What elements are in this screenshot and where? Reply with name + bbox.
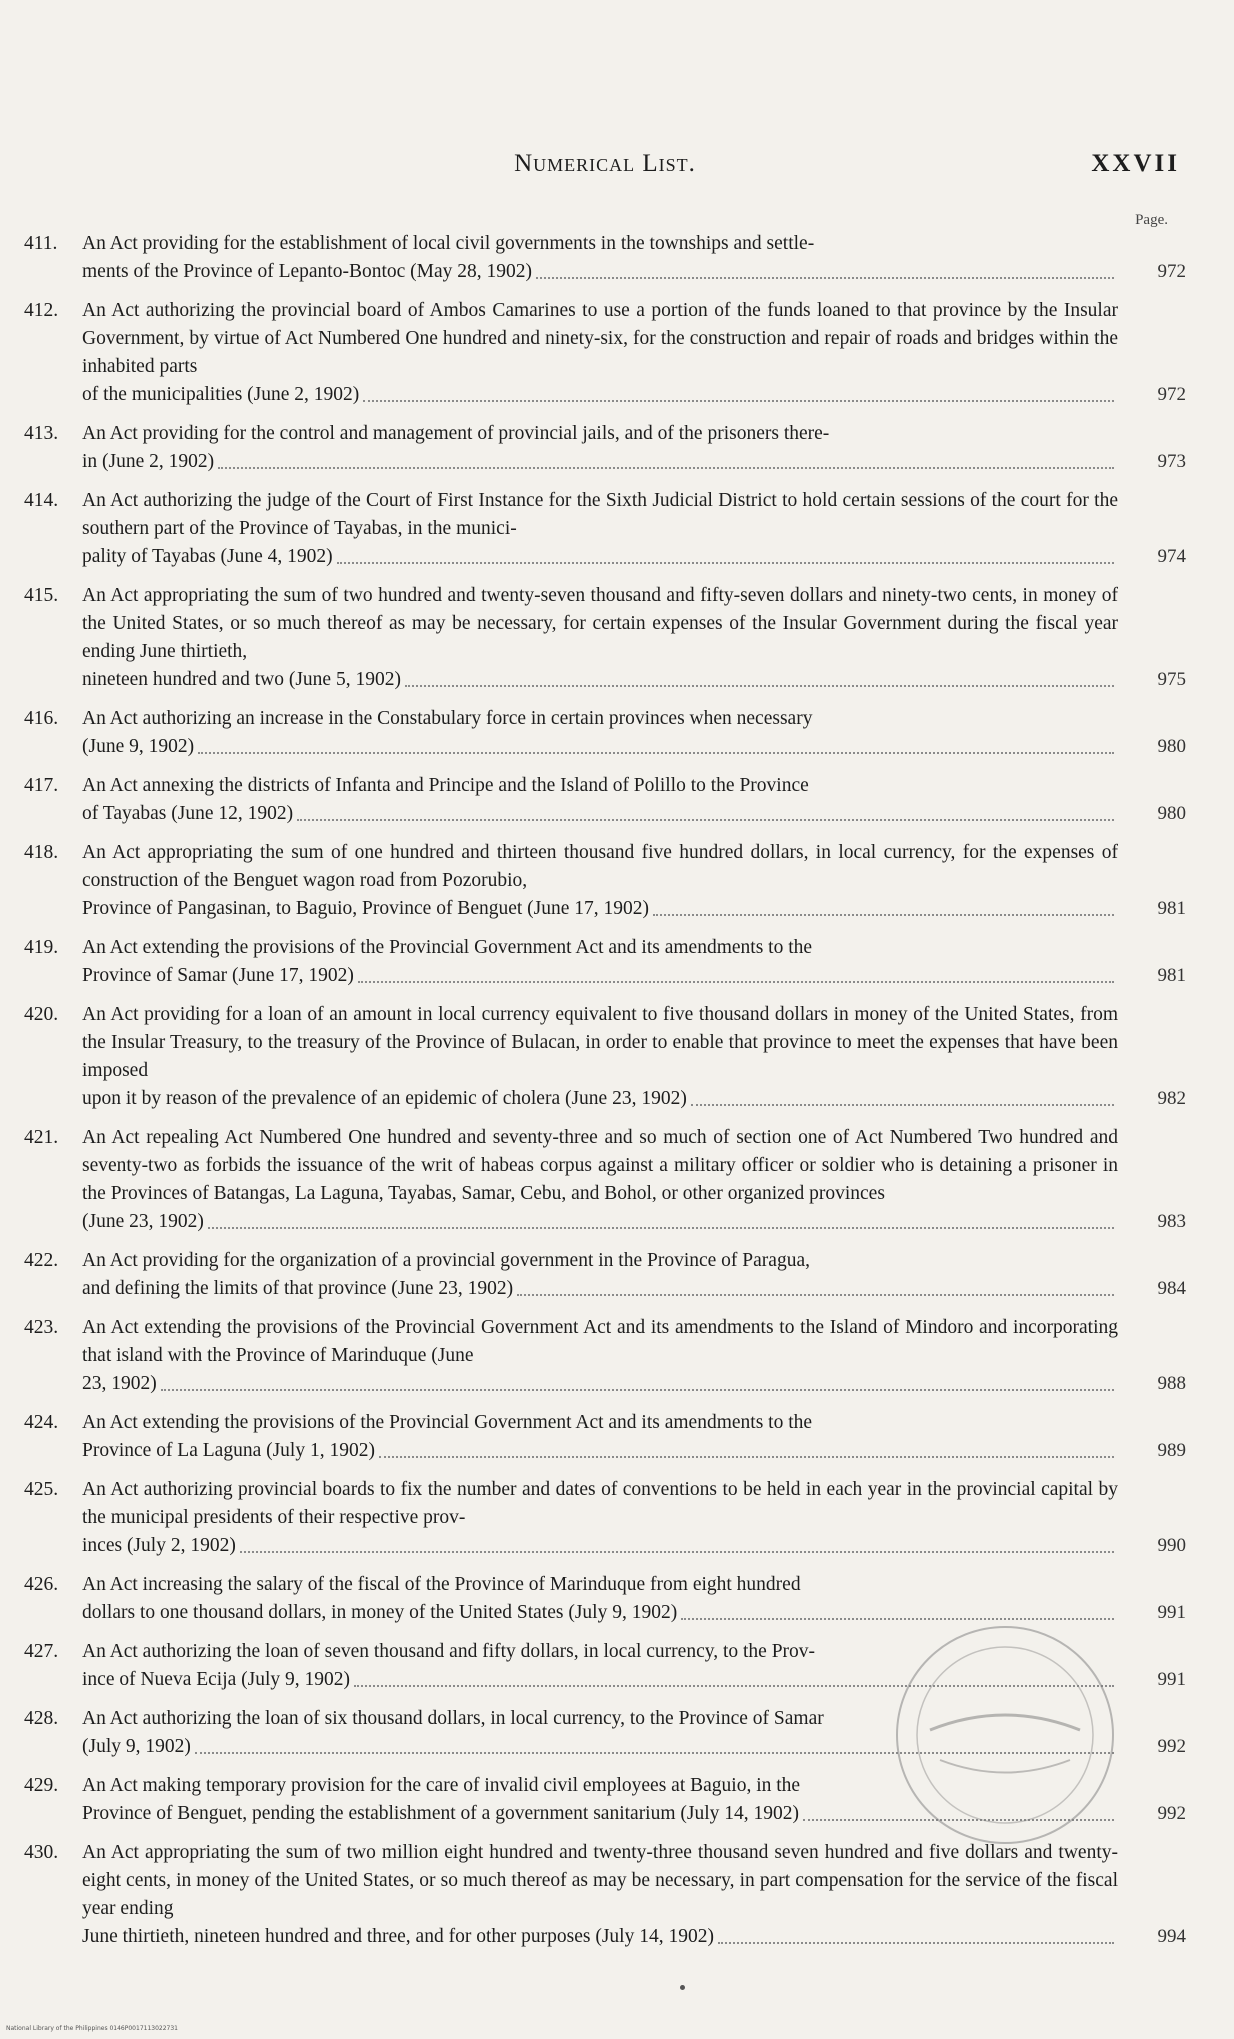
act-title-last-line xyxy=(82,1666,1118,1694)
page-reference: 981 xyxy=(1157,965,1186,986)
act-title-last-line xyxy=(82,448,1118,476)
act-number: 420. xyxy=(24,1004,59,1025)
act-number: 411. xyxy=(24,233,58,254)
scan-dot xyxy=(680,1985,685,1990)
act-title-last-line xyxy=(82,800,1118,828)
act-title xyxy=(82,487,1118,571)
act-entry xyxy=(24,1314,1186,1398)
dot-leader xyxy=(337,562,1114,564)
running-title: Numerical List. xyxy=(514,150,696,177)
act-title-last-line xyxy=(82,1800,1118,1828)
act-title-lead: An Act extending the provisions of the Provincial Government Act and its amendments to the xyxy=(82,937,813,958)
act-title-last-line xyxy=(82,895,1118,923)
act-title xyxy=(82,1247,1118,1303)
act-number: 414. xyxy=(24,490,59,511)
act-title-last-line xyxy=(82,1437,1118,1465)
act-title-lead: An Act authorizing the loan of six thousand dollars, in local currency, to the Province of Samar xyxy=(82,1708,824,1729)
act-title-last-line xyxy=(82,1733,1118,1761)
act-number: 419. xyxy=(24,937,59,958)
act-entry xyxy=(24,487,1186,571)
page-reference: 980 xyxy=(1157,803,1186,824)
act-title-last-line xyxy=(82,1923,1118,1951)
act-title-last-line xyxy=(82,381,1118,409)
act-title xyxy=(82,1638,1118,1694)
act-title xyxy=(82,1476,1118,1560)
dot-leader xyxy=(208,1227,1114,1229)
act-title xyxy=(82,230,1118,286)
dot-leader xyxy=(297,819,1114,821)
act-title-lead: An Act increasing the salary of the fiscal of the Province of Marinduque from eight hundred xyxy=(82,1574,801,1595)
act-title-lead: An Act providing for the organization of a provincial government in the Province of Paragua, xyxy=(82,1250,810,1271)
dot-leader xyxy=(653,914,1114,916)
act-number: 413. xyxy=(24,423,59,444)
act-entry xyxy=(24,1772,1186,1828)
act-number: 422. xyxy=(24,1250,59,1271)
act-title xyxy=(82,582,1118,694)
page-reference: 972 xyxy=(1157,261,1186,282)
act-title-lead: An Act authorizing the provincial board of Ambos Camarines to use a portion of the funds loaned to that province by the Insular Government, by virtue of Act Numbered One hundred and ninety-six, for the construction and repair of roads and bridges within the inhabited parts xyxy=(82,300,1118,377)
act-entry xyxy=(24,1638,1186,1694)
dot-leader xyxy=(405,685,1114,687)
act-entry xyxy=(24,772,1186,828)
page-reference: 980 xyxy=(1157,736,1186,757)
page-reference: 988 xyxy=(1157,1373,1186,1394)
act-title-tail: upon it by reason of the prevalence of an epidemic of cholera (June 23, 1902) xyxy=(82,1088,687,1109)
act-title xyxy=(82,1705,1118,1761)
act-entry xyxy=(24,1839,1186,1951)
page-header xyxy=(30,150,1180,190)
act-number: 416. xyxy=(24,708,59,729)
act-number: 418. xyxy=(24,842,59,863)
act-entry xyxy=(24,1124,1186,1236)
act-title-lead: An Act authorizing provincial boards to fix the number and dates of conventions to be held in each year in the provincial capital by the municipal presidents of their respective prov- xyxy=(82,1479,1118,1528)
act-title-lead: An Act authorizing the loan of seven thousand and fifty dollars, in local currency, to the Prov- xyxy=(82,1641,816,1662)
act-title-lead: An Act extending the provisions of the Provincial Government Act and its amendments to the Island of Mindoro and incorporating that island with the Province of Marinduque (June xyxy=(82,1317,1118,1366)
page-reference: 991 xyxy=(1157,1669,1186,1690)
act-title-last-line xyxy=(82,1085,1118,1113)
page-reference: 982 xyxy=(1157,1088,1186,1109)
act-title-tail: (June 9, 1902) xyxy=(82,736,195,757)
page-numeral: XXVII xyxy=(1091,150,1180,177)
act-number: 427. xyxy=(24,1641,59,1662)
act-number: 423. xyxy=(24,1317,59,1338)
act-title-last-line xyxy=(82,1275,1118,1303)
act-title-tail: Province of Benguet, pending the establishment of a government sanitarium (July 14, 1902) xyxy=(82,1803,800,1824)
page-reference: 975 xyxy=(1157,669,1186,690)
dot-leader xyxy=(517,1294,1114,1296)
act-title-lead: An Act providing for a loan of an amount in local currency equivalent to five thousand dollars in money of the United States, from the Insular Treasury, to the treasury of the Province of Bulacan, in order to enable that province to meet the expenses that have been imposed xyxy=(82,1004,1118,1081)
act-title-last-line xyxy=(82,962,1118,990)
dot-leader xyxy=(691,1104,1114,1106)
act-entry xyxy=(24,582,1186,694)
act-entry xyxy=(24,839,1186,923)
act-number: 430. xyxy=(24,1842,59,1863)
act-title-tail: ments of the Province of Lepanto-Bontoc (May 28, 1902) xyxy=(82,261,533,282)
act-title-tail: nineteen hundred and two (June 5, 1902) xyxy=(82,669,401,690)
dot-leader xyxy=(681,1618,1114,1620)
act-title-last-line xyxy=(82,543,1118,571)
dot-leader xyxy=(803,1819,1114,1821)
act-title-lead: An Act appropriating the sum of two hundred and twenty-seven thousand and fifty-seven dollars and ninety-two cents, in money of the United States, or so much thereof as may be necessary, for certain expenses of the Insular Government during the fiscal year ending June thirtieth, xyxy=(82,585,1118,662)
act-number: 412. xyxy=(24,300,59,321)
act-title-last-line xyxy=(82,1370,1118,1398)
act-entry xyxy=(24,1001,1186,1113)
act-entry xyxy=(24,705,1186,761)
dot-leader xyxy=(354,1685,1114,1687)
act-title-tail: of Tayabas (June 12, 1902) xyxy=(82,803,294,824)
act-title-lead: An Act appropriating the sum of one hundred and thirteen thousand five hundred dollars, in local currency, for the expenses of construction of the Benguet wagon road from Pozorubio, xyxy=(82,842,1118,891)
act-title-lead: An Act extending the provisions of the Provincial Government Act and its amendments to the xyxy=(82,1412,813,1433)
act-title xyxy=(82,1409,1118,1465)
act-title xyxy=(82,1772,1118,1828)
page-reference: 983 xyxy=(1157,1211,1186,1232)
page-reference: 990 xyxy=(1157,1535,1186,1556)
act-title xyxy=(82,1001,1118,1113)
page-reference: 973 xyxy=(1157,451,1186,472)
act-title xyxy=(82,1314,1118,1398)
act-title-tail: (June 23, 1902) xyxy=(82,1211,204,1232)
dot-leader xyxy=(363,400,1114,402)
dot-leader xyxy=(198,752,1114,754)
act-number: 425. xyxy=(24,1479,59,1500)
page-reference: 992 xyxy=(1157,1736,1186,1757)
act-title-lead: An Act providing for the establishment of local civil governments in the townships and settle- xyxy=(82,233,815,254)
act-title-tail: of the municipalities (June 2, 1902) xyxy=(82,384,360,405)
act-title xyxy=(82,420,1118,476)
page-reference: 981 xyxy=(1157,898,1186,919)
act-title-last-line xyxy=(82,666,1118,694)
act-entry xyxy=(24,230,1186,286)
dot-leader xyxy=(161,1389,1114,1391)
page-reference: 994 xyxy=(1157,1926,1186,1947)
act-title xyxy=(82,934,1118,990)
page-column-label: Page. xyxy=(1135,212,1168,228)
act-title-tail: Province of Pangasinan, to Baguio, Province of Benguet (June 17, 1902) xyxy=(82,898,650,919)
act-title-tail: in (June 2, 1902) xyxy=(82,451,215,472)
act-title-lead: An Act providing for the control and management of provincial jails, and of the prisoners there- xyxy=(82,423,830,444)
act-title-tail: Province of Samar (June 17, 1902) xyxy=(82,965,354,986)
act-title-lead: An Act repealing Act Numbered One hundred and seventy-three and so much of section one of Act Numbered Two hundred and seventy-two as forbids the issuance of the writ of habeas corpus against a military officer or soldier who is detaining a prisoner in the Provinces of Batangas, La Laguna, Tayabas, Samar, Cebu, and Bohol, or other organized provinces xyxy=(82,1127,1118,1204)
act-title xyxy=(82,1124,1118,1236)
act-title-last-line xyxy=(82,1532,1118,1560)
dot-leader xyxy=(195,1752,1114,1754)
page-reference: 991 xyxy=(1157,1602,1186,1623)
dot-leader xyxy=(240,1551,1114,1553)
act-title-last-line xyxy=(82,1208,1118,1236)
act-number: 417. xyxy=(24,775,59,796)
act-entry xyxy=(24,1705,1186,1761)
act-title-tail: June thirtieth, nineteen hundred and three, and for other purposes (July 14, 1902) xyxy=(82,1926,714,1947)
page-reference: 989 xyxy=(1157,1440,1186,1461)
act-number: 426. xyxy=(24,1574,59,1595)
act-title-tail: ince of Nueva Ecija (July 9, 1902) xyxy=(82,1669,351,1690)
page-reference: 984 xyxy=(1157,1278,1186,1299)
act-title xyxy=(82,1571,1118,1627)
act-entry xyxy=(24,934,1186,990)
act-number: 415. xyxy=(24,585,59,606)
act-title-tail: inces (July 2, 1902) xyxy=(82,1535,236,1556)
dot-leader xyxy=(358,981,1114,983)
act-title-tail: Province of La Laguna (July 1, 1902) xyxy=(82,1440,375,1461)
act-title-lead: An Act appropriating the sum of two million eight hundred and twenty-three thousand seven hundred and five dollars and twenty-eight cents, in money of the United States, or so much thereof as may be necessary, in part compensation for the service of the fiscal year ending xyxy=(82,1842,1118,1919)
act-title xyxy=(82,1839,1118,1951)
act-number: 428. xyxy=(24,1708,59,1729)
page-reference: 992 xyxy=(1157,1803,1186,1824)
dot-leader xyxy=(218,467,1114,469)
act-title-lead: An Act annexing the districts of Infanta and Principe and the Island of Polillo to the Province xyxy=(82,775,809,796)
act-title xyxy=(82,839,1118,923)
act-title-tail: (July 9, 1902) xyxy=(82,1736,191,1757)
act-title xyxy=(82,772,1118,828)
dot-leader xyxy=(718,1942,1114,1944)
act-title-last-line xyxy=(82,733,1118,761)
act-title-lead: An Act making temporary provision for the care of invalid civil employees at Baguio, in the xyxy=(82,1775,801,1796)
act-entry xyxy=(24,297,1186,409)
page-reference: 972 xyxy=(1157,384,1186,405)
act-entry xyxy=(24,420,1186,476)
act-title-tail: dollars to one thousand dollars, in money of the United States (July 9, 1902) xyxy=(82,1602,678,1623)
act-entry xyxy=(24,1247,1186,1303)
act-title-lead: An Act authorizing an increase in the Constabulary force in certain provinces when necessary xyxy=(82,708,813,729)
act-entry xyxy=(24,1409,1186,1465)
dot-leader xyxy=(536,277,1114,279)
act-title-tail: pality of Tayabas (June 4, 1902) xyxy=(82,546,333,567)
act-title-last-line xyxy=(82,1599,1118,1627)
act-title-lead: An Act authorizing the judge of the Court of First Instance for the Sixth Judicial District to hold certain sessions of the court for the southern part of the Province of Tayabas, in the munici- xyxy=(82,490,1118,539)
act-title-tail: and defining the limits of that province (June 23, 1902) xyxy=(82,1278,514,1299)
act-title-tail: 23, 1902) xyxy=(82,1373,157,1394)
act-entry-list xyxy=(24,230,1186,1962)
act-entry xyxy=(24,1571,1186,1627)
scan-credit: National Library of the Philippines 0146P0017113022731 xyxy=(6,2025,178,2032)
act-entry xyxy=(24,1476,1186,1560)
dot-leader xyxy=(379,1456,1114,1458)
act-number: 429. xyxy=(24,1775,59,1796)
act-title xyxy=(82,297,1118,409)
act-number: 421. xyxy=(24,1127,59,1148)
page-reference: 974 xyxy=(1157,546,1186,567)
act-number: 424. xyxy=(24,1412,59,1433)
act-title xyxy=(82,705,1118,761)
act-title-last-line xyxy=(82,258,1118,286)
